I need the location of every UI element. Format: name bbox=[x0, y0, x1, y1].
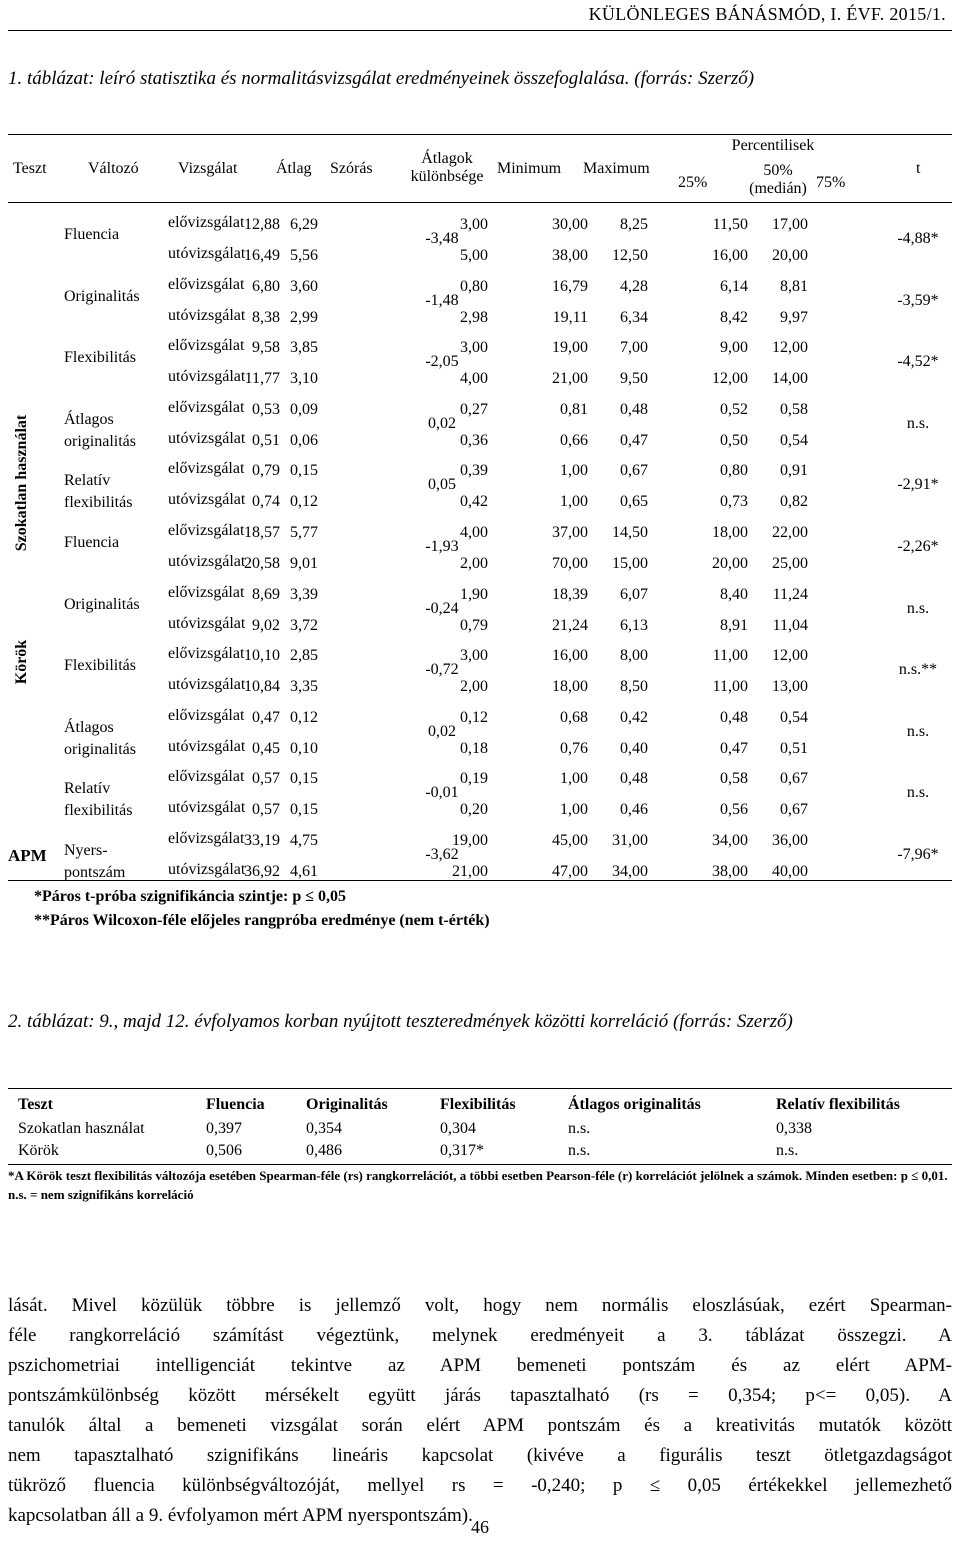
header-p50-2: (medián) bbox=[749, 180, 807, 197]
pre-min: 3,00 bbox=[460, 339, 488, 357]
header-valtozo: Változó bbox=[88, 160, 139, 177]
mean-difference: 0,02 bbox=[428, 722, 456, 740]
pre-mean: 0,79 bbox=[252, 462, 280, 480]
pre-p50: 11,50 bbox=[712, 216, 748, 233]
post-p25: 12,50 bbox=[612, 247, 648, 264]
pre-p25: 0,48 bbox=[620, 770, 648, 788]
pre-sd: 0,12 bbox=[290, 708, 318, 726]
post-p75: 13,00 bbox=[772, 678, 808, 696]
pre-mean: 9,58 bbox=[252, 339, 280, 357]
post-test-label: utóvizsgálat bbox=[168, 861, 246, 878]
pre-max: 19,00 bbox=[552, 339, 588, 357]
post-p50: 16,00 bbox=[712, 247, 748, 264]
table2-header-cell: Relatív flexibilitás bbox=[776, 1096, 900, 1113]
post-p25: 6,13 bbox=[620, 616, 648, 634]
table2-header-cell: Teszt bbox=[18, 1096, 53, 1113]
post-test-label: utóvizsgálat bbox=[168, 306, 246, 324]
pre-p75: 12,00 bbox=[772, 339, 808, 357]
header-rule bbox=[8, 30, 952, 31]
pre-p75: 36,00 bbox=[772, 832, 808, 849]
mean-difference: -2,05 bbox=[425, 353, 459, 371]
table1-note-1: *Páros t-próba szignifikáncia szintje: p ≤ 0,05 bbox=[34, 888, 347, 905]
post-p50: 11,00 bbox=[712, 678, 748, 696]
table2-header-cell: Átlagos originalitás bbox=[568, 1096, 701, 1113]
post-test-label: utóvizsgálat bbox=[168, 245, 246, 262]
post-p50: 20,00 bbox=[712, 555, 748, 572]
table2-cell: n.s. bbox=[568, 1142, 591, 1159]
pre-test-label: elővizsgálat bbox=[168, 337, 245, 355]
table2-header-cell: Fluencia bbox=[206, 1096, 265, 1113]
variable-name: Originalitás bbox=[64, 595, 140, 613]
pre-p50: 34,00 bbox=[712, 832, 748, 849]
pre-min: 3,00 bbox=[460, 216, 488, 233]
page-number: 46 bbox=[471, 1517, 489, 1537]
pre-p50: 8,40 bbox=[720, 585, 748, 603]
mean-difference: 0,02 bbox=[428, 414, 456, 432]
pre-max: 37,00 bbox=[552, 524, 588, 541]
pre-sd: 6,29 bbox=[290, 216, 318, 233]
post-p25: 9,50 bbox=[620, 370, 648, 388]
post-p50: 0,50 bbox=[720, 431, 748, 449]
pre-max: 30,00 bbox=[552, 216, 588, 233]
pre-min: 0,39 bbox=[460, 462, 488, 480]
paragraph-line: kapcsolatban áll a 9. évfolyamon mért APM nyerspontszám). bbox=[8, 1505, 473, 1526]
mean-difference: -0,24 bbox=[425, 599, 459, 617]
header-atlagok-2: különbsége bbox=[410, 168, 484, 185]
post-p75: 14,00 bbox=[772, 370, 808, 388]
table2-cell: Szokatlan használat bbox=[18, 1120, 145, 1137]
pre-p50: 0,58 bbox=[720, 770, 748, 788]
body-paragraph bbox=[8, 1291, 952, 1531]
post-p25: 6,34 bbox=[620, 308, 648, 326]
pre-min: 19,00 bbox=[452, 832, 488, 849]
post-max: 18,00 bbox=[552, 678, 588, 696]
pre-max: 16,79 bbox=[552, 277, 588, 295]
header-p75: 75% bbox=[816, 174, 846, 191]
post-mean: 0,51 bbox=[252, 431, 280, 449]
pre-sd: 0,15 bbox=[290, 770, 318, 788]
pre-p75: 22,00 bbox=[772, 524, 808, 541]
pre-test-label: elővizsgálat bbox=[168, 830, 245, 847]
pre-p25: 6,07 bbox=[620, 585, 648, 603]
variable-name: Relatív bbox=[64, 780, 111, 798]
pre-sd: 2,85 bbox=[290, 647, 318, 665]
table1 bbox=[8, 134, 952, 882]
pre-p50: 0,80 bbox=[720, 462, 748, 480]
t-value: -4,52* bbox=[897, 353, 939, 371]
pre-p75: 0,91 bbox=[780, 462, 808, 480]
t-value: n.s. bbox=[906, 722, 930, 740]
table2-cell: 0,338 bbox=[776, 1120, 812, 1137]
post-p75: 0,67 bbox=[780, 801, 808, 819]
paragraph-line: pontszámkülönbség között mérsékelt együtt járás tapasztalható (rs = 0,354; p<= 0,05). A bbox=[8, 1385, 952, 1406]
post-p25: 15,00 bbox=[612, 555, 648, 572]
post-p75: 11,04 bbox=[772, 616, 808, 634]
running-header: KÜLÖNLEGES BÁNÁSMÓD, I. ÉVF. 2015/1. bbox=[588, 4, 946, 24]
pre-p50: 6,14 bbox=[720, 277, 748, 295]
post-test-label: utóvizsgálat bbox=[168, 614, 246, 632]
pre-p50: 18,00 bbox=[712, 524, 748, 541]
post-sd: 4,61 bbox=[290, 863, 318, 880]
post-max: 47,00 bbox=[552, 863, 588, 880]
post-p50: 12,00 bbox=[712, 370, 748, 388]
pre-p50: 0,48 bbox=[720, 708, 748, 726]
mean-difference: -3,62 bbox=[425, 846, 459, 863]
table1-caption: 1. táblázat: leíró statisztika és normalitásvizsgálat eredményeinek összefoglalása. (forrás: Szerző) bbox=[8, 68, 755, 89]
post-p50: 8,42 bbox=[720, 308, 748, 326]
pre-min: 0,19 bbox=[460, 770, 488, 788]
pre-p25: 14,50 bbox=[612, 524, 648, 541]
post-max: 19,11 bbox=[552, 308, 588, 326]
table2-cell: n.s. bbox=[568, 1120, 591, 1137]
table2-cell: 0,354 bbox=[306, 1120, 342, 1137]
variable-name: Átlagos bbox=[64, 718, 114, 736]
table2-caption: 2. táblázat: 9., majd 12. évfolyamos korban nyújtott teszteredmények közötti korreláció (forrás: Szerző) bbox=[8, 1011, 793, 1032]
post-p75: 0,82 bbox=[780, 493, 808, 511]
post-min: 5,00 bbox=[460, 247, 488, 264]
variable-name-cont: originalitás bbox=[64, 740, 136, 758]
table2-cell: 0,397 bbox=[206, 1120, 242, 1137]
post-sd: 0,06 bbox=[290, 431, 318, 449]
header-p50-1: 50% bbox=[763, 162, 793, 179]
pre-p75: 0,54 bbox=[780, 708, 808, 726]
mean-difference: -1,93 bbox=[425, 538, 459, 555]
post-p25: 34,00 bbox=[612, 863, 648, 880]
header-t: t bbox=[916, 160, 921, 177]
header-percentilisek: Percentilisek bbox=[731, 137, 815, 154]
t-value: n.s. bbox=[906, 599, 930, 617]
post-p50: 8,91 bbox=[720, 616, 748, 634]
post-max: 1,00 bbox=[560, 493, 588, 511]
post-p75: 40,00 bbox=[772, 863, 808, 880]
post-min: 0,42 bbox=[460, 493, 488, 511]
post-sd: 3,35 bbox=[290, 678, 318, 696]
post-min: 0,79 bbox=[460, 616, 488, 634]
post-test-label: utóvizsgálat bbox=[168, 799, 246, 817]
post-max: 1,00 bbox=[560, 801, 588, 819]
post-mean: 10,84 bbox=[244, 678, 280, 696]
pre-p50: 11,00 bbox=[712, 647, 748, 665]
table2-header-cell: Flexibilitás bbox=[440, 1096, 516, 1113]
pre-max: 1,00 bbox=[560, 770, 588, 788]
pre-min: 0,27 bbox=[460, 400, 488, 418]
pre-sd: 3,60 bbox=[290, 277, 318, 295]
paragraph-line: lását. Mivel közülük többre is jellemző volt, hogy nem normális eloszlásúak, ezért Spearman- bbox=[8, 1295, 952, 1316]
post-mean: 8,38 bbox=[252, 308, 280, 326]
header-maximum: Maximum bbox=[583, 160, 650, 177]
post-p25: 0,65 bbox=[620, 493, 648, 511]
post-min: 4,00 bbox=[460, 370, 488, 388]
post-p50: 0,56 bbox=[720, 801, 748, 819]
mean-difference: -0,72 bbox=[425, 661, 459, 679]
post-max: 21,00 bbox=[552, 370, 588, 388]
post-min: 2,00 bbox=[460, 555, 488, 572]
pre-mean: 6,80 bbox=[252, 277, 280, 295]
post-p50: 0,73 bbox=[720, 493, 748, 511]
table1-header-rule bbox=[8, 202, 952, 203]
post-p25: 0,46 bbox=[620, 801, 648, 819]
table2-cell: 0,506 bbox=[206, 1142, 242, 1159]
pre-p25: 0,42 bbox=[620, 708, 648, 726]
mean-difference: -0,01 bbox=[425, 784, 459, 802]
pre-p75: 11,24 bbox=[772, 585, 808, 603]
pre-sd: 3,85 bbox=[290, 339, 318, 357]
pre-max: 1,00 bbox=[560, 462, 588, 480]
pre-max: 0,81 bbox=[560, 400, 588, 418]
post-mean: 0,74 bbox=[252, 493, 280, 511]
t-value: -3,59* bbox=[897, 291, 939, 309]
post-mean: 0,45 bbox=[252, 739, 280, 757]
header-atlag: Átlag bbox=[276, 160, 312, 177]
post-min: 2,98 bbox=[460, 308, 488, 326]
pre-test-label: elővizsgálat bbox=[168, 398, 245, 416]
header-szoras: Szórás bbox=[330, 160, 373, 177]
post-sd: 3,10 bbox=[290, 370, 318, 388]
post-test-label: utóvizsgálat bbox=[168, 368, 246, 386]
pre-p75: 8,81 bbox=[780, 277, 808, 295]
group-label-apm: APM bbox=[8, 846, 47, 865]
post-mean: 11,77 bbox=[244, 370, 280, 388]
paragraph-line: féle rangkorreláció számítást végeztünk, melynek eredményeit a 3. táblázat összegzi. A bbox=[8, 1325, 952, 1346]
table2-note: *A Körök teszt flexibilitás változója esetében Spearman-féle (rs) rangkorrelációt, a többi esetben Pearson-féle (r) korrelációt jelölnek a számok. Minden esetben: p ≤ 0,01. n.s. = nem szignifikáns korreláció bbox=[8, 1168, 948, 1202]
pre-test-label: elővizsgálat bbox=[168, 214, 245, 231]
pre-sd: 0,09 bbox=[290, 400, 318, 418]
variable-name: Átlagos bbox=[64, 410, 114, 428]
post-sd: 0,12 bbox=[290, 493, 318, 511]
pre-p25: 8,00 bbox=[620, 647, 648, 665]
post-test-label: utóvizsgálat bbox=[168, 553, 246, 570]
pre-mean: 8,69 bbox=[252, 585, 280, 603]
variable-name: Nyers- bbox=[64, 842, 108, 859]
post-p50: 38,00 bbox=[712, 863, 748, 880]
pre-min: 3,00 bbox=[460, 647, 488, 665]
post-test-label: utóvizsgálat bbox=[168, 429, 246, 447]
post-sd: 0,15 bbox=[290, 801, 318, 819]
paragraph-line: pszichometriai intelligenciát tekintve az APM bemeneti pontszám és az elért APM- bbox=[8, 1355, 952, 1376]
post-min: 21,00 bbox=[452, 863, 488, 880]
table2-cell: Körök bbox=[18, 1142, 59, 1159]
post-min: 2,00 bbox=[460, 678, 488, 696]
header-minimum: Minimum bbox=[497, 160, 562, 177]
pre-test-label: elővizsgálat bbox=[168, 768, 245, 786]
pre-test-label: elővizsgálat bbox=[168, 706, 245, 724]
post-min: 0,18 bbox=[460, 739, 488, 757]
pre-max: 45,00 bbox=[552, 832, 588, 849]
variable-name: Fluencia bbox=[64, 534, 120, 551]
post-max: 38,00 bbox=[552, 247, 588, 264]
t-value: -4,88* bbox=[897, 230, 939, 247]
variable-name-cont: flexibilitás bbox=[64, 494, 133, 512]
variable-name: Relatív bbox=[64, 472, 111, 490]
pre-p50: 0,52 bbox=[720, 400, 748, 418]
pre-min: 4,00 bbox=[460, 524, 488, 541]
pre-p25: 4,28 bbox=[620, 277, 648, 295]
post-sd: 2,99 bbox=[290, 308, 318, 326]
post-mean: 0,57 bbox=[252, 801, 280, 819]
table2-cell: n.s. bbox=[776, 1142, 799, 1159]
post-max: 0,76 bbox=[560, 739, 588, 757]
post-min: 0,20 bbox=[460, 801, 488, 819]
post-p25: 8,50 bbox=[620, 678, 648, 696]
table1-bottom-rule bbox=[8, 880, 952, 881]
table2-header-cell: Originalitás bbox=[306, 1096, 388, 1113]
pre-p25: 31,00 bbox=[612, 832, 648, 849]
pre-mean: 0,53 bbox=[252, 400, 280, 418]
pre-max: 16,00 bbox=[552, 647, 588, 665]
variable-name: Originalitás bbox=[64, 287, 140, 305]
mean-difference: -3,48 bbox=[425, 230, 459, 247]
header-vizsgalat: Vizsgálat bbox=[178, 160, 238, 177]
t-value: n.s. bbox=[906, 414, 930, 432]
pre-test-label: elővizsgálat bbox=[168, 522, 245, 539]
pre-min: 1,90 bbox=[460, 585, 488, 603]
table2-cell: 0,317* bbox=[440, 1142, 484, 1159]
post-sd: 5,56 bbox=[290, 247, 318, 264]
t-value: -7,96* bbox=[897, 846, 939, 863]
table1-top-rule bbox=[8, 134, 952, 135]
paragraph-line: nem tapasztalható szignifikáns lineáris kapcsolat (kivéve a figurális teszt ötletgazdagságot bbox=[8, 1445, 952, 1466]
group-label-szokatlan: Szokatlan használat bbox=[13, 414, 30, 552]
pre-p75: 12,00 bbox=[772, 647, 808, 665]
pre-max: 0,68 bbox=[560, 708, 588, 726]
pre-p25: 8,25 bbox=[620, 216, 648, 233]
post-p25: 0,40 bbox=[620, 739, 648, 757]
table2-bottom-rule bbox=[8, 1164, 952, 1165]
t-value: n.s. bbox=[906, 784, 930, 802]
post-p75: 0,54 bbox=[780, 431, 808, 449]
pre-mean: 0,57 bbox=[252, 770, 280, 788]
pre-test-label: elővizsgálat bbox=[168, 460, 245, 478]
pre-sd: 0,15 bbox=[290, 462, 318, 480]
pre-test-label: elővizsgálat bbox=[168, 275, 245, 293]
variable-name-cont: flexibilitás bbox=[64, 802, 133, 820]
post-test-label: utóvizsgálat bbox=[168, 737, 246, 755]
pre-mean: 33,19 bbox=[244, 832, 280, 849]
table2-top-rule bbox=[8, 1088, 952, 1089]
header-teszt: Teszt bbox=[13, 160, 47, 177]
variable-name-cont: pontszám bbox=[64, 864, 126, 881]
pre-test-label: elővizsgálat bbox=[168, 645, 245, 663]
pre-p25: 0,48 bbox=[620, 400, 648, 418]
post-p75: 25,00 bbox=[772, 555, 808, 572]
pre-sd: 4,75 bbox=[290, 832, 318, 849]
post-sd: 0,10 bbox=[290, 739, 318, 757]
t-value: -2,91* bbox=[897, 476, 939, 494]
paragraph-line: tanulók által a bemeneti vizsgálat során elért APM pontszám és a kreativitás mutatók között bbox=[8, 1415, 952, 1436]
pre-p75: 0,58 bbox=[780, 400, 808, 418]
group-label-korok: Körök bbox=[13, 639, 30, 685]
pre-mean: 18,57 bbox=[244, 524, 280, 541]
variable-name: Fluencia bbox=[64, 226, 120, 243]
header-p25: 25% bbox=[678, 174, 708, 191]
mean-difference: -1,48 bbox=[425, 291, 459, 309]
pre-test-label: elővizsgálat bbox=[168, 583, 245, 601]
mean-difference: 0,05 bbox=[428, 476, 456, 494]
post-mean: 36,92 bbox=[244, 863, 280, 880]
paragraph-line: tükröző fluencia különbségváltozóját, mellyel rs = -0,240; p ≤ 0,05 értékekkel jellemezhető bbox=[8, 1475, 952, 1496]
table2-cell: 0,486 bbox=[306, 1142, 342, 1159]
table1-note-2: **Páros Wilcoxon-féle előjeles rangpróba eredménye (nem t-érték) bbox=[34, 912, 490, 929]
post-sd: 9,01 bbox=[290, 555, 318, 572]
t-value: -2,26* bbox=[897, 538, 939, 555]
variable-name: Flexibilitás bbox=[64, 349, 136, 367]
post-p75: 0,51 bbox=[780, 739, 808, 757]
variable-name: Flexibilitás bbox=[64, 657, 136, 675]
post-sd: 3,72 bbox=[290, 616, 318, 634]
post-mean: 20,58 bbox=[244, 555, 280, 572]
post-mean: 16,49 bbox=[244, 247, 280, 264]
pre-min: 0,80 bbox=[460, 277, 488, 295]
pre-mean: 10,10 bbox=[244, 647, 280, 665]
header-atlagok-1: Átlagok bbox=[421, 150, 473, 167]
pre-sd: 5,77 bbox=[290, 524, 318, 541]
post-mean: 9,02 bbox=[252, 616, 280, 634]
pre-p75: 0,67 bbox=[780, 770, 808, 788]
pre-p25: 0,67 bbox=[620, 462, 648, 480]
pre-p25: 7,00 bbox=[620, 339, 648, 357]
post-test-label: utóvizsgálat bbox=[168, 676, 246, 694]
post-p75: 9,97 bbox=[780, 308, 808, 326]
post-test-label: utóvizsgálat bbox=[168, 491, 246, 509]
post-min: 0,36 bbox=[460, 431, 488, 449]
post-p25: 0,47 bbox=[620, 431, 648, 449]
table2-cell: 0,304 bbox=[440, 1120, 476, 1137]
post-max: 70,00 bbox=[552, 555, 588, 572]
pre-max: 18,39 bbox=[552, 585, 588, 603]
pre-p50: 9,00 bbox=[720, 339, 748, 357]
variable-name-cont: originalitás bbox=[64, 432, 136, 450]
pre-p75: 17,00 bbox=[772, 216, 808, 233]
post-p50: 0,47 bbox=[720, 739, 748, 757]
post-p75: 20,00 bbox=[772, 247, 808, 264]
pre-sd: 3,39 bbox=[290, 585, 318, 603]
pre-min: 0,12 bbox=[460, 708, 488, 726]
post-max: 0,66 bbox=[560, 431, 588, 449]
pre-mean: 12,88 bbox=[244, 216, 280, 233]
pre-mean: 0,47 bbox=[252, 708, 280, 726]
post-max: 21,24 bbox=[552, 616, 588, 634]
t-value: n.s.** bbox=[898, 661, 938, 679]
